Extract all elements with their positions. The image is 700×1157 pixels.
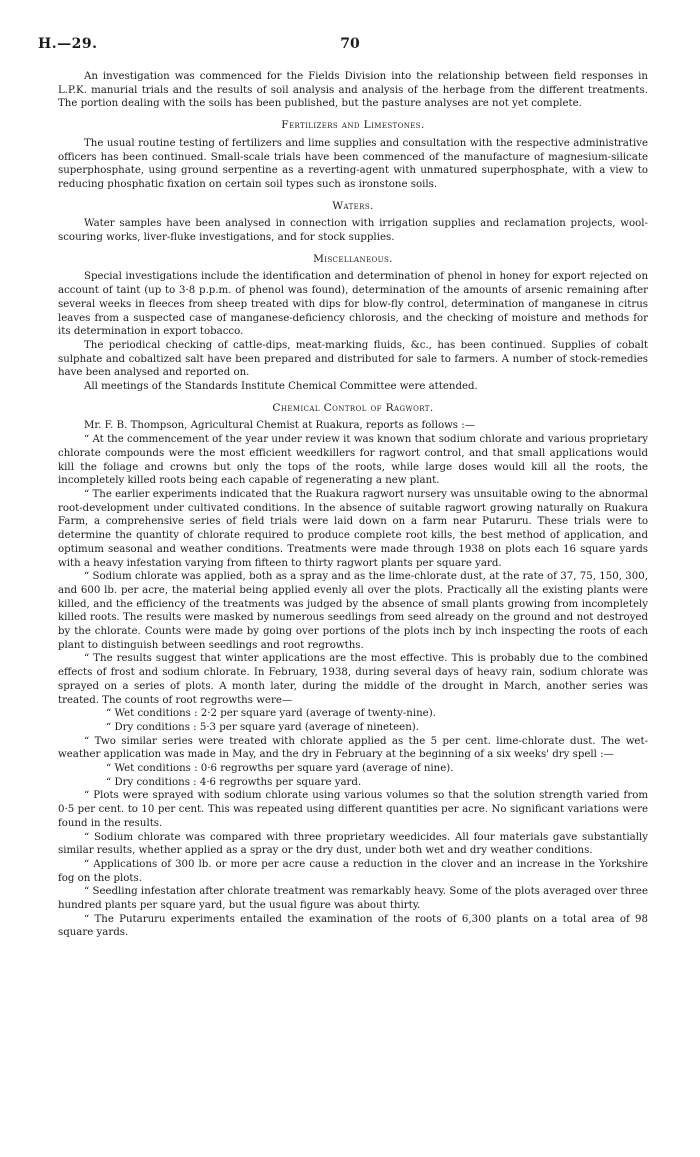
paragraph: “ The earlier experiments indicated that the Ruakura ragwort nursery was unsuitable owing to the abnormal root-development under cultivated conditions. In the absence of suitable ragwort growing naturally on Ruakura Farm, a comprehensive series of field trials were laid down on a farm near Putaruru. These trials were to determine the quantity of chlorate required to produce complete root kills, the best method of application, and optimum seasonal and weather conditions. Treatments were made through 1938 on plots each 16 square yards with a heavy infestation varying from fifteen to thirty ragwort plants per square yard. [58, 488, 648, 569]
paragraph: “ The results suggest that winter applications are the most effective. This is probably due to the combined effects of frost and sodium chlorate. In February, 1938, during several days of heavy rain, sodium chlorate was sprayed on a series of plots. A month later, during the middle of the drought in March, another series was treated. The counts of root regrowths were— [58, 653, 648, 706]
quoted-result: “ Dry conditions : 4·6 regrowths per square yard. [106, 776, 362, 788]
paragraph: All meetings of the Standards Institute Chemical Committee were attended. [84, 381, 478, 393]
quoted-result: “ Dry conditions : 5·3 per square yard (average of nineteen). [106, 721, 419, 733]
quoted-result: “ Wet conditions : 0·6 regrowths per square yard (average of nine). [106, 763, 454, 775]
paragraph: “ The Putaruru experiments entailed the examination of the roots of 6,300 plants on a total area of 98 square yards. [58, 913, 648, 939]
paragraph: “ Seedling infestation after chlorate treatment was remarkably heavy. Some of the plots averaged over three hundred plants per square yard, but the usual figure was about thirty. [58, 886, 648, 912]
paragraph: “ At the commencement of the year under review it was known that sodium chlorate and various proprietary chlorate compounds were the most efficient weedkillers for ragwort control, and that small applications would kill the foliage and crowns but only the tops of the roots, while large doses would kill all the roots, the incompletely killed roots being each capable of regenerating a new plant. [58, 434, 648, 487]
paragraph: “ Two similar series were treated with chlorate applied as the 5 per cent. lime-chlorate dust. The wet-weather application was made in May, and the dry in February at the beginning of a six weeks' dry spell :— [58, 735, 648, 761]
quoted-result: “ Wet conditions : 2·2 per square yard (average of twenty-nine). [106, 708, 436, 720]
paragraph: “ Plots were sprayed with sodium chlorate using various volumes so that the solution strength varied from 0·5 per cent. to 10 per cent. This was repeated using different quantities per acre. No significant variations were found in the results. [58, 790, 648, 829]
paragraph: An investigation was commenced for the Fields Division into the relationship between field responses in L.P.K. manurial trials and the results of soil analysis and analysis of the herbage from the different treatments. The portion dealing with the soils has been published, but the pasture analyses are not yet complete. [58, 71, 648, 110]
paragraph: “ Sodium chlorate was compared with three proprietary weedicides. All four materials gave substantially similar results, whether applied as a spray or the dry dust, under both wet and dry weather conditions. [58, 831, 648, 857]
section-heading: Waters. [332, 199, 374, 212]
paragraph: “ Sodium chlorate was applied, both as a spray and as the lime-chlorate dust, at the rate of 37, 75, 150, 300, and 600 lb. per acre, the material being applied evenly all over the plots. Practically all the existing plants were killed, and the efficiency of the treatments was judged by the absence of small plants growing from incompletely killed roots. The results were masked by numerous seedlings from seed already on the ground and not destroyed by the chlorate. Counts were made by going over portions of the plots inch by inch inspecting the roots of each plant to distinguish between seedlings and root regrowths. [58, 571, 648, 651]
paragraph: The periodical checking of cattle-dips, meat-marking fluids, &c., has been continued. Supplies of cobalt sulphate and cobaltized salt have been prepared and distributed for sale to farmers. A number of stock-remedies have been analysed and reported on. [58, 339, 648, 379]
section-heading: Fertilizers and Limestones. [281, 119, 425, 132]
section-heading: Miscellaneous. [313, 252, 393, 265]
document-body [58, 70, 648, 940]
page-number: 70 [340, 36, 360, 52]
paragraph: The usual routine testing of fertilizers and lime supplies and consultation with the respective administrative officers has been continued. Small-scale trials have been commenced of the manufacture of magnesium-silicate superphosphate, using ground serpentine as a reverting-agent with unmatured superphosphate, with a view to reducing phosphatic fixation on certain soil types such as ironstone soils. [58, 137, 648, 190]
paragraph: “ Applications of 300 lb. or more per acre cause a reduction in the clover and an increase in the Yorkshire fog on the plots. [58, 858, 648, 884]
document-reference: H.—29. [38, 36, 98, 52]
paragraph: Water samples have been analysed in connection with irrigation supplies and reclamation projects, wool-scouring works, liver-fluke investigations, and for stock supplies. [58, 218, 648, 244]
paragraph: Mr. F. B. Thompson, Agricultural Chemist at Ruakura, reports as follows :— [84, 420, 475, 432]
paragraph: Special investigations include the identification and determination of phenol in honey for export rejected on account of taint (up to 3·8 p.p.m. of phenol was found), determination of the amounts of arsenic remaining after several weeks in fleeces from sheep treated with dips for blow-fly control, determination of manganese in citrus leaves from a suspected case of manganese-deficiency chlorosis, and the checking of moisture and methods for its determination in export tobacco. [58, 271, 648, 338]
section-heading: Chemical Control of Ragwort. [272, 401, 434, 414]
